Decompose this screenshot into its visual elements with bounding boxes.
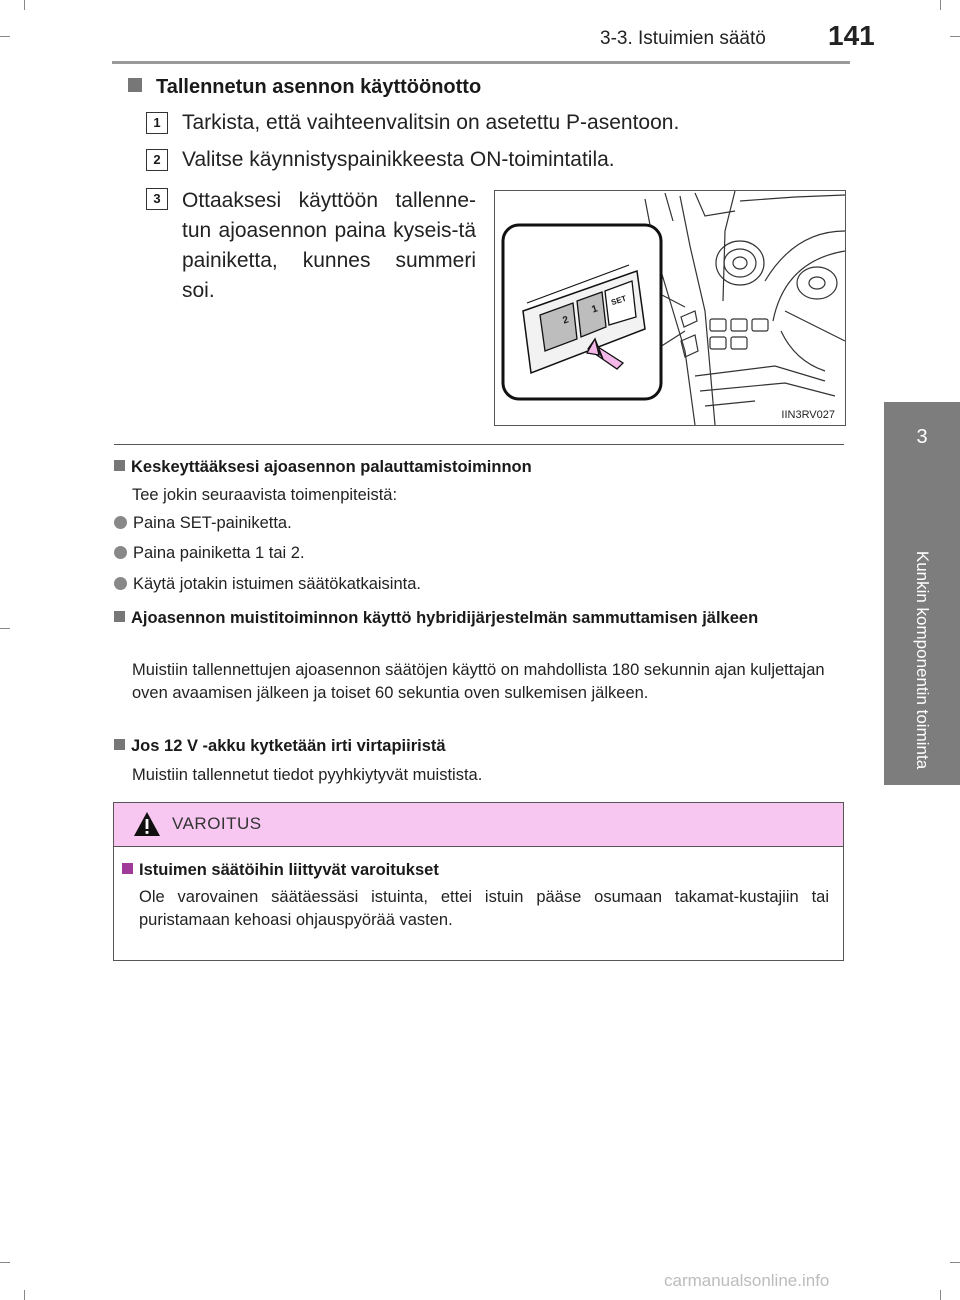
crop-mark: [0, 36, 10, 37]
dashboard-drawing: [495, 191, 845, 425]
step-text-2: Valitse käynnistyspainikkeesta ON-toimintatila.: [182, 148, 615, 171]
chapter-title: Kunkin komponentin toiminta: [913, 550, 932, 770]
subheading-memory-text: Ajoasennon muistitoiminnon käyttö hybridijärjestelmän sammuttamisen jälkeen: [131, 609, 759, 627]
cancel-intro: Tee jokin seuraavista toimenpiteistä:: [132, 486, 398, 504]
crop-mark: [950, 36, 960, 37]
warning-subheading-text: Istuimen säätöihin liittyvät varoitukset: [139, 861, 439, 879]
chapter-number: 3: [916, 426, 928, 448]
step-text-3: Ottaaksesi käyttöön tallenne-tun ajoasennon paina kyseis-tä painiketta, kunnes summeri soi.: [182, 189, 476, 302]
heading-square-icon: [114, 611, 125, 622]
list-item-text: Paina painiketta 1 tai 2.: [133, 544, 305, 562]
bullet-icon: [114, 516, 127, 529]
header-rule: [112, 61, 850, 64]
heading-square-icon: [128, 78, 142, 92]
warning-square-icon: [122, 863, 133, 874]
memory-after-shutdown-text: Muistiin tallennettujen ajoasennon säätöjen käyttö on mahdollista 180 sekunnin ajan kuljettajan oven avaamisen jälkeen ja toiset 60 sekuntia oven sulkemisen jälkeen.: [132, 661, 825, 702]
set-button-label: SET: [609, 293, 628, 308]
list-item-text: Käytä jotakin istuimen säätökatkaisinta.: [133, 575, 421, 593]
subheading-memory-after-shutdown: [114, 606, 842, 630]
warning-triangle-icon: [133, 811, 161, 837]
list-item: [114, 544, 305, 563]
heading-square-icon: [114, 460, 125, 471]
step-number-3: 3: [146, 188, 168, 210]
crop-mark: [940, 0, 941, 10]
subheading-cancel-text: Keskeyttääksesi ajoasennon palauttamistoiminnon: [131, 458, 532, 476]
bullet-icon: [114, 577, 127, 590]
warning-title: VAROITUS: [172, 814, 262, 833]
watermark: carmanualsonline.info: [664, 1271, 830, 1290]
crop-mark: [950, 1262, 960, 1263]
crop-mark: [0, 1262, 10, 1263]
subheading-cancel: [114, 458, 532, 477]
chapter-side-tab: [884, 402, 960, 785]
list-item: [114, 514, 292, 533]
step-number-2: 2: [146, 149, 168, 171]
memory-button-1-label: 1: [590, 303, 600, 316]
crop-mark: [24, 0, 25, 10]
warning-text: Ole varovainen säätäessäsi istuinta, ettei istuin pääse osumaan takamat-kustajiin tai puristamaan kehoasi ohjauspyörää vasten.: [139, 888, 829, 929]
page-number: 141: [828, 20, 875, 51]
subheading-battery: [114, 737, 446, 756]
step-text-1: Tarkista, että vaihteenvalitsin on asetettu P-asentoon.: [182, 111, 680, 134]
list-item: [114, 575, 421, 594]
warning-box: [113, 802, 844, 961]
main-heading-text: Tallennetun asennon käyttöönotto: [156, 76, 482, 98]
warning-header: [114, 803, 843, 847]
crop-mark: [940, 1290, 941, 1300]
memory-button-illustration: [494, 190, 846, 426]
section-title: 3-3. Istuimien säätö: [600, 28, 766, 49]
bullet-icon: [114, 546, 127, 559]
main-heading: [128, 76, 481, 99]
battery-text: Muistiin tallennetut tiedot pyyhkiytyvät muistista.: [132, 766, 483, 784]
warning-subheading: [122, 861, 439, 880]
heading-square-icon: [114, 739, 125, 750]
crop-mark: [24, 1290, 25, 1300]
crop-mark: [0, 628, 10, 629]
figure-label: IIN3RV027: [781, 409, 835, 421]
memory-button-2-label: 2: [561, 314, 571, 327]
step-number-1: 1: [146, 112, 168, 134]
subheading-battery-text: Jos 12 V -akku kytketään irti virtapiiristä: [131, 737, 446, 755]
section-separator: [114, 444, 844, 445]
list-item-text: Paina SET-painiketta.: [133, 514, 292, 532]
